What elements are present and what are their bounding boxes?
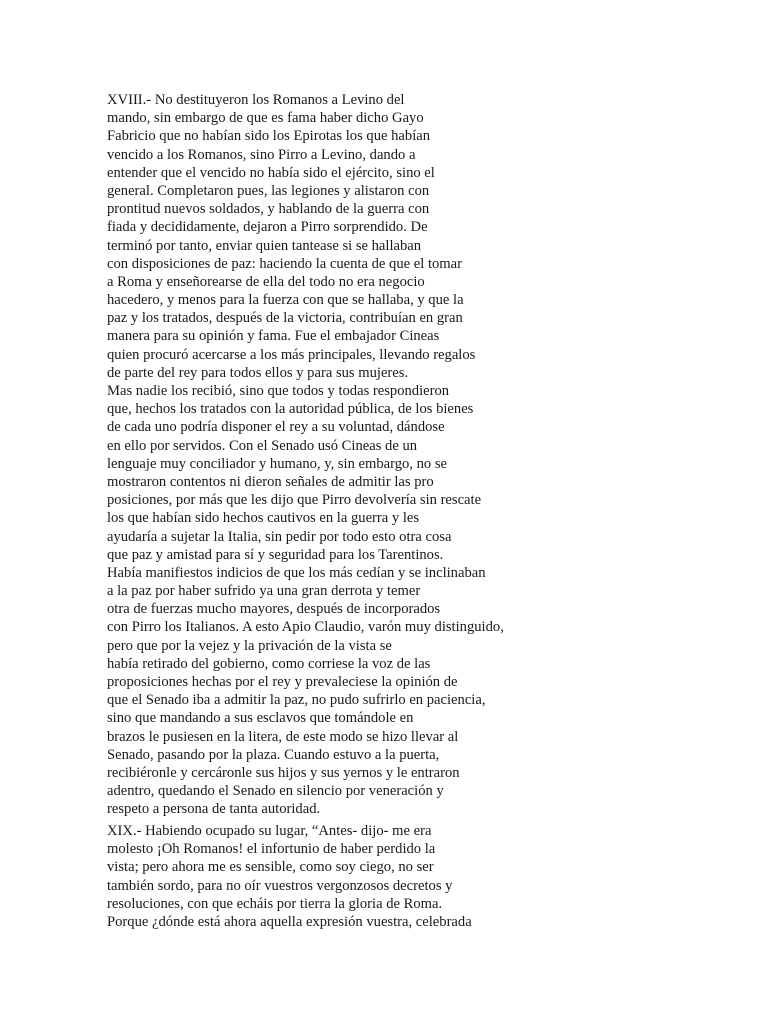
text-line: vista; pero ahora me es sensible, como soy ciego, no ser [107,859,434,876]
text-line: XIX.- Habiendo ocupado su lugar, “Antes- dijo- me era [107,823,432,839]
text-line: paz y los tratados, después de la victoria, contribuían en gran [107,310,463,327]
text-line: de cada uno podría disponer el rey a su voluntad, dándose [107,419,445,436]
text-line: recibiéronle y cercáronle sus hijos y sus yernos y le entraron [107,764,460,781]
section-xviii [107,91,547,819]
text-line: mostraron contentos ni dieron señales de admitir las pro [107,473,434,490]
text-line: a la paz por haber sufrido ya una gran derrota y temer [107,583,421,600]
text-line: respeto a persona de tanta autoridad. [107,801,321,818]
text-line: sino que mandando a sus esclavos que tomándole en [107,710,414,727]
text-line: prontitud nuevos soldados, y hablando de la guerra con [107,201,430,218]
text-line: había retirado del gobierno, como corriese la voz de las [107,655,431,672]
text-line: hacedero, y menos para la fuerza con que se hallaba, y que la [107,292,464,309]
text-line: XVIII.- No destituyeron los Romanos a Levino del [107,92,405,108]
text-line: también sordo, para no oír vuestros vergonzosos decretos y [107,877,453,894]
text-line: Porque ¿dónde está ahora aquella expresión vuestra, celebrada [107,913,472,930]
text-line: a Roma y enseñorearse de ella del todo no era negocio [107,273,425,290]
text-line: general. Completaron pues, las legiones y alistaron con [107,182,430,199]
text-line: entender que el vencido no había sido el ejército, sino el [107,164,435,181]
text-line: posiciones, por más que les dijo que Pirro devolvería sin rescate [107,492,482,509]
text-line: otra de fuerzas mucho mayores, después de incorporados [107,601,441,618]
text-line: molesto ¡Oh Romanos! el infortunio de haber perdido la [107,841,436,858]
text-line: Mas nadie los recibió, sino que todos y todas respondieron [107,383,450,399]
text-line: resoluciones, con que echáis por tierra la gloria de Roma. [107,895,443,912]
text-line: quien procuró acercarse a los más principales, llevando regalos [107,346,476,363]
text-line: que paz y amistad para sí y seguridad para los Tarentinos. [107,546,444,563]
text-line: vencido a los Romanos, sino Pirro a Levino, dando a [107,146,416,163]
text-line: Senado, pasando por la plaza. Cuando estuvo a la puerta, [107,746,440,763]
text-line: manera para su opinión y fama. Fue el embajador Cineas [107,328,440,345]
text-line: con Pirro los Italianos. A esto Apio Claudio, varón muy distinguido, [107,619,504,636]
text-line: lenguaje muy conciliador y humano, y, sin embargo, no se [107,455,448,472]
text-line: brazos le pusiesen en la litera, de este modo se hizo llevar al [107,728,459,745]
text-line: que el Senado iba a admitir la paz, no pudo sufrirlo en paciencia, [107,692,486,709]
text-line: mando, sin embargo de que es fama haber dicho Gayo [107,110,424,127]
text-line: Fabricio que no habían sido los Epirotas los que habían [107,128,431,145]
text-line: los que habían sido hechos cautivos en la guerra y les [107,510,420,527]
text-line: ayudaría a sujetar la Italia, sin pedir por todo esto otra cosa [107,528,452,545]
text-line: que, hechos los tratados con la autoridad pública, de los bienes [107,401,474,418]
text-line: de parte del rey para todos ellos y para sus mujeres. [107,364,409,381]
text-line: proposiciones hechas por el rey y prevaleciese la opinión de [107,674,458,690]
text-line: pero que por la vejez y la privación de la vista se [107,637,392,654]
section-xix [107,822,547,931]
text-line: con disposiciones de paz: haciendo la cuenta de que el tomar [107,255,462,272]
text-line: en ello por servidos. Con el Senado usó Cineas de un [107,437,418,454]
text-line: Había manifiestos indicios de que los más cedían y se inclinaban [107,564,486,581]
text-line: fiada y decididamente, dejaron a Pirro sorprendido. De [107,219,428,236]
text-line: adentro, quedando el Senado en silencio por veneración y [107,783,444,800]
text-line: terminó por tanto, enviar quien tantease si se hallaban [107,237,422,254]
